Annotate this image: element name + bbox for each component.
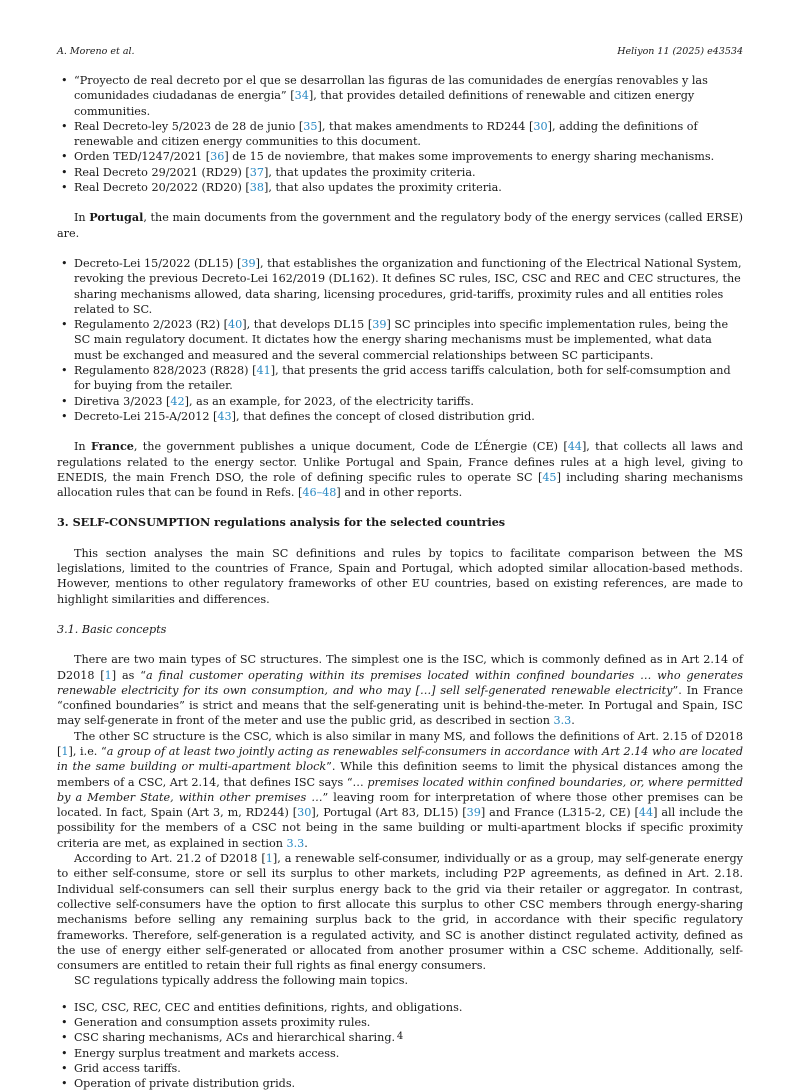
page-body	[57, 73, 743, 1092]
citation-link[interactable]: 39	[466, 806, 481, 820]
citation-link[interactable]: 1	[104, 668, 112, 682]
list-item: • Orden TED/1247/2021 [36] de 15 de noviembre, that makes some improvements to energy sharing mechanisms.	[57, 149, 743, 164]
page-number: 4	[396, 1031, 404, 1042]
citation-link[interactable]: 35	[303, 119, 318, 133]
quoted-definition: premises located within confined boundaries, or, where permitted by a Member State, within other premises …	[57, 775, 743, 804]
citation-link[interactable]: 39	[372, 318, 387, 332]
subsection-heading: 3.1. Basic concepts	[57, 622, 167, 636]
citation-link[interactable]: 34	[294, 89, 309, 103]
section-heading: 3. SELF-CONSUMPTION regulations analysis for the selected countries	[57, 515, 506, 530]
country-name: Portugal	[89, 210, 144, 225]
citation-link[interactable]: 40	[228, 318, 243, 332]
citation-link[interactable]: 42	[170, 394, 185, 408]
list-item: • Decreto-Lei 215-A/2012 [43], that defines the concept of closed distribution grid.	[57, 409, 743, 424]
section-intro-paragraph: This section analyses the main SC definitions and rules by topics to facilitate comparison between the MS legislations, limited to the countries of France, Spain and Portugal, which adopted similar allocation-based methods. However, mentions to other regulatory frameworks of other EU countries, based on existing references, are made to highlight similarities and differences.	[57, 546, 743, 606]
list-item: • Real Decreto 20/2022 (RD20) [38], that also updates the proximity criteria.	[57, 180, 743, 195]
citation-link[interactable]: 1	[61, 744, 69, 758]
country-name: France	[90, 439, 134, 454]
list-item: • Decreto-Lei 15/2022 (DL15) [39], that establishes the organization and functioning of the Electrical National System, revoking the previous Decreto-Lei 162/2019 (DL162). It defines SC rules, ISC, CSC and REC and CEC structures, the sharing mechanisms allowed, data sharing, licensing procedures, grid-tariffs, proximity rules and all entities roles related to SC.	[57, 256, 743, 317]
header-authors: A. Moreno et al.	[57, 46, 135, 57]
list-item: • Real Decreto 29/2021 (RD29) [37], that updates the proximity criteria.	[57, 165, 743, 180]
basic-concepts-paragraph-2: The other SC structure is the CSC, which is also similar in many MS, and follows the definitions of Art. 2.15 of D2018 [1], i.e. “a group of at least two jointly acting as renewables self-consumers in accordance with Art 2.14 who are located in the same building or multi-apartment block”. While this definition seems to limit the physical distances among the members of a CSC, Art 2.14, that defines ISC says “… premises located within confined boundaries, or, where permitted by a Member State, within other premises …” leaving room for interpretation of where those other premises can be located. In fact, Spain (Art 3, m, RD244) [30], Portugal (Art 83, DL15) [39] and France (L315-2, CE) [44] all include the possibility for the members of a CSC not being in the same building or multi-apartment blocks if specific proximity criteria are met, as explained in section 3.3.	[57, 729, 743, 850]
citation-link[interactable]: 39	[241, 256, 256, 270]
citation-link[interactable]: 30	[297, 806, 312, 820]
quoted-definition: a group of at least two jointly acting as renewables self-consumers in accordance with Art 2.14 who are located in the same building or multi-apartment block	[57, 744, 743, 774]
france-paragraph: In France, the government publishes a unique document, Code de L’Énergie (CE) [44], that collects all laws and regulations related to the energy sector. Unlike Portugal and Spain, France defines rules at a high level, giving to ENEDIS, the main French DSO, the role of defining specific rules to operate SC [45] including sharing mechanisms allocation rules that can be found in Refs. [46–48] and in other reports.	[57, 439, 743, 500]
list-item: • Real Decreto-ley 5/2023 de 28 de junio [35], that makes amendments to RD244 [30], adding the definitions of renewable and citizen energy communities to this document.	[57, 119, 743, 150]
list-item: • “Proyecto de real decreto por el que se desarrollan las figuras de las comunidades de energías renovables y las comunidades ciudadanas de energia” [34], that provides detailed definitions of renewable and citizen energy communities.	[57, 73, 743, 119]
citation-link[interactable]: 1	[265, 852, 273, 866]
section-link[interactable]: 3.3	[553, 714, 572, 728]
list-item: • Regulamento 2/2023 (R2) [40], that develops DL15 [39] SC principles into specific implementation rules, being the SC main regulatory document. It dictates how the energy sharing mechanisms must be implemented, what data must be exchanged and measured and the several commercial relationships between SC participants.	[57, 317, 743, 363]
citation-link[interactable]: 38	[249, 181, 265, 195]
citation-link[interactable]: 43	[217, 409, 232, 423]
list-item: • Regulamento 828/2023 (R828) [41], that presents the grid access tariffs calculation, both for self-comsumption and for buying from the retailer.	[57, 363, 743, 394]
basic-concepts-paragraph-4: SC regulations typically address the following main topics.	[74, 974, 409, 988]
spain-documents-list	[57, 73, 743, 195]
header-journal: Heliyon 11 (2025) e43534	[617, 46, 743, 57]
citation-link[interactable]: 44	[567, 440, 582, 454]
citation-link[interactable]: 30	[533, 119, 548, 133]
section-link[interactable]: 3.3	[286, 836, 305, 850]
citation-link[interactable]: 45	[542, 470, 557, 484]
citation-link[interactable]: 37	[249, 165, 265, 179]
list-item: • Grid access tariffs.	[57, 1061, 743, 1076]
portugal-intro-paragraph: In Portugal, the main documents from the government and the regulatory body of the energy services (called ERSE) are.	[57, 210, 743, 240]
citation-link[interactable]: 36	[210, 150, 225, 164]
basic-concepts-paragraph-3: According to Art. 21.2 of D2018 [1], a renewable self-consumer, individually or as a group, may self-generate energy to either self-consume, store or sell its surplus to other markets, including P2P agreements, as defined in Art. 2.18. Individual self-consumers can sell their surplus energy back to the grid via their retailer or aggregator. In contrast, collective self-consumers have the option to first allocate this surplus to other CSC members through energy-sharing mechanisms before selling any remaining surplus back to the grid, in accordance with their specific regulatory frameworks. Therefore, self-generation is a regulated activity, and SC is another distinct regulated activity, defined as the use of energy either self-generated or allocated from another prosumer within a CSC scheme. Additionally, self-consumers are entitled to retain their full rights as final energy consumers.	[57, 852, 743, 973]
list-item: • Generation and consumption assets proximity rules.	[57, 1015, 743, 1030]
citation-link[interactable]: 46–48	[302, 486, 337, 500]
list-item: • CSC sharing mechanisms, ACs and hierarchical sharing.	[57, 1030, 743, 1045]
basic-concepts-paragraph-1: There are two main types of SC structures. The simplest one is the ISC, which is commonly defined as in Art 2.14 of D2018 [1] as “a final customer operating within its premises located within confined boundaries … who generates renewable electricity for its own consumption, and who may […] sell self-generated renewable electricity”. In France “confined boundaries” is strict and means that the self-generating unit is behind-the-meter. In Portugal and Spain, ISC may self-generate in front of the meter and use the public grid, as described in section 3.3.	[57, 653, 744, 728]
sc-topics-list	[57, 1000, 743, 1092]
list-item: • Diretiva 3/2023 [42], as an example, for 2023, of the electricity tariffs.	[57, 394, 743, 409]
running-header	[57, 46, 743, 62]
list-item: • ISC, CSC, REC, CEC and entities definitions, rights, and obligations.	[57, 1000, 743, 1015]
list-item: • Energy surplus treatment and markets access.	[57, 1046, 743, 1061]
list-item: • Operation of private distribution grids.	[57, 1076, 743, 1091]
portugal-documents-list	[57, 256, 743, 424]
citation-link[interactable]: 44	[638, 806, 654, 820]
citation-link[interactable]: 41	[256, 364, 271, 378]
quoted-definition: a final customer operating within its premises located within confined boundaries … who generates renewable electricity for its own consumption, and who may […] sell self-generated renewable electricity	[57, 668, 744, 697]
